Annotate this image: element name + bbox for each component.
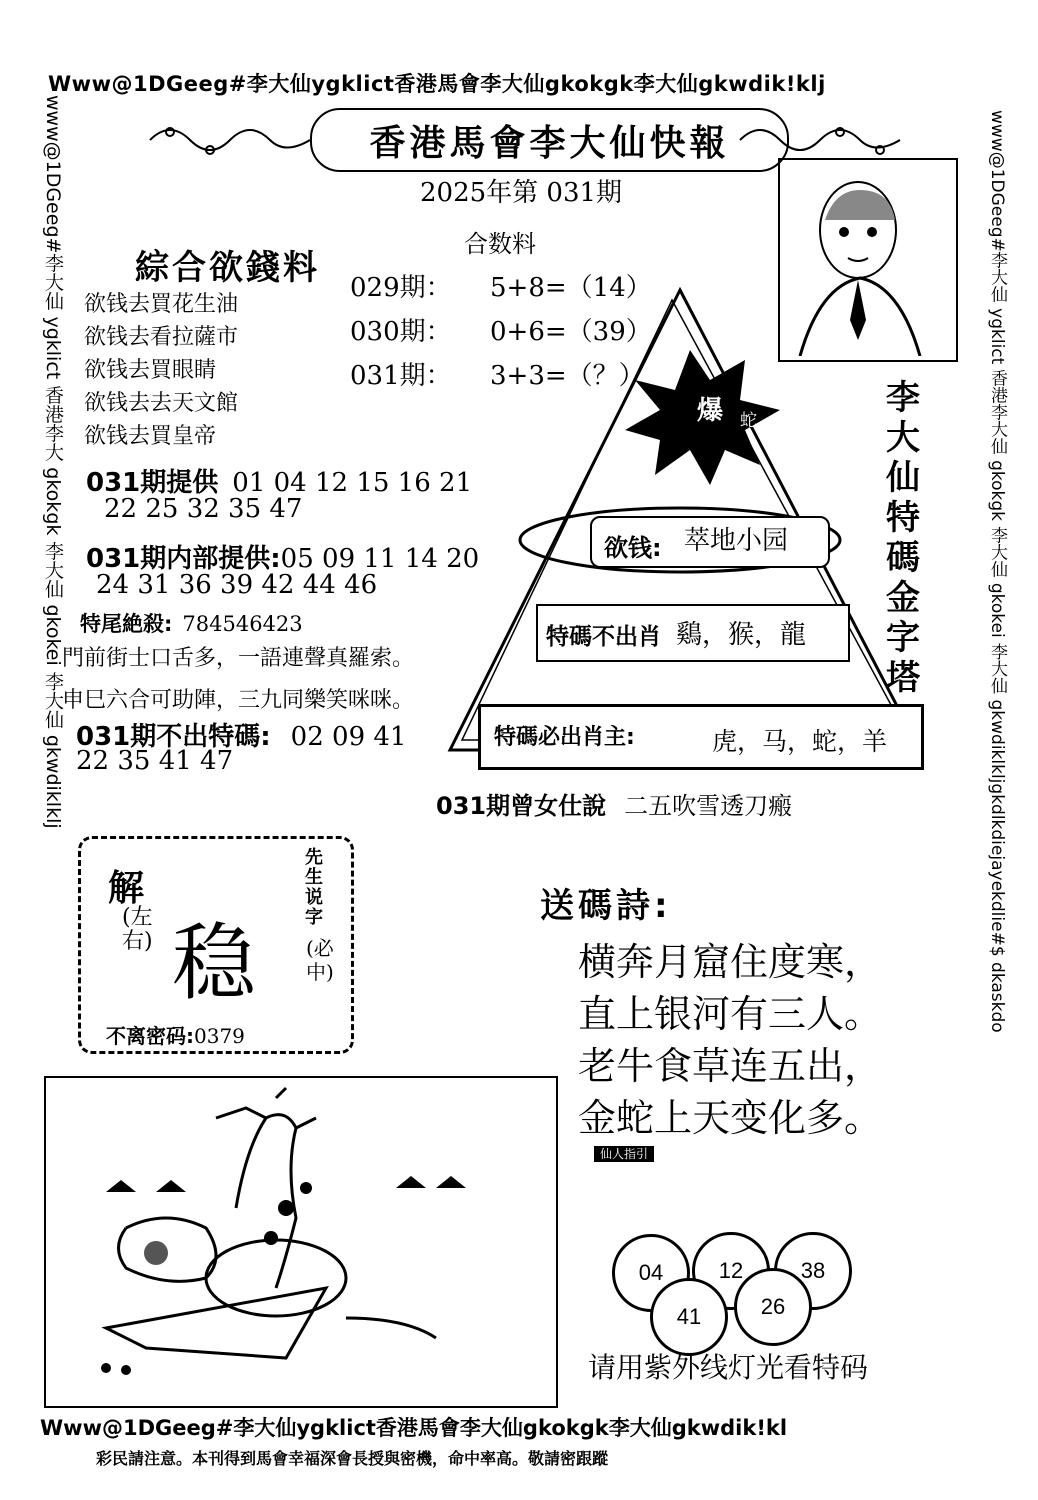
number-ball: 38 [774,1232,852,1310]
hescore-title: 合数料 [464,230,536,258]
internal-line2: 24 31 36 39 42 44 46 [96,570,378,600]
solve-right-sub: (必中) [306,936,334,984]
pyramid-desire-value: 萃地小园 [684,526,789,556]
illustration-frame [44,1076,558,1408]
song-line: 横奔月窟住度寒， [578,940,883,984]
list-item: 欲钱去去天文館 [84,391,239,416]
bird-illustration [46,1078,552,1402]
poem-line: 申巳六合可助陣，三九同樂笑咪咪。 [62,688,415,713]
song-title: 送碼詩: [540,886,672,926]
solve-sub: (左右) [122,905,153,954]
song-line: 直上银河有三人。 [578,992,883,1036]
hescore-row: 030期： 0+6=（39） [350,317,652,347]
hescore-row: 031期： 3+3=（？） [350,361,645,391]
song-poem [578,936,882,1144]
internal-line1: 031期内部提供:05 09 11 14 20 [86,544,480,574]
bottom-banner: Www@1DGeeg#李大仙ygklict香港馬會李大仙gkokgk李大仙gkwdik!kl [40,1416,788,1440]
provide-line2: 22 25 32 35 47 [104,494,303,524]
pyramid-side-title: 李大仙特碼金字塔 [886,378,920,698]
issue-number: 2025年第 031期 [420,178,623,208]
desire-title: 綜合欲錢料 [135,248,320,288]
pyramid-must-value: 虎，马，蛇，羊 [712,727,888,756]
top-banner: Www@1DGeeg#李大仙ygklict香港馬會李大仙gkokgk李大仙gkwdik!klj [48,72,826,96]
burst-small-text: 蛇 [740,411,757,431]
left-vertical-strip: www@1DGeeg#李大仙 ygklict 香港李大 gkokgk 李大仙 gkokei 李大仙 gkwdiklklj [42,95,64,829]
title-frame [310,108,789,172]
solve-big-char: 稳 [172,914,257,1012]
solve-label: 解 [108,868,145,909]
list-item: 欲钱去買皇帝 [84,424,217,449]
desire-list [84,288,238,453]
pyramid-must-label: 特碼必出肖主: [494,725,635,750]
hescore-row: 029期： 5+8=（14） [350,273,652,303]
page-title: 香港馬會李大仙快報 [369,122,730,164]
number-ball: 26 [734,1268,812,1346]
song-line: 金蛇上天变化多。 [578,1096,883,1140]
list-item: 欲钱去買花生油 [84,292,239,317]
poem-block [62,638,414,722]
number-ball: 04 [612,1234,690,1312]
song-line: 老牛食草连五出， [578,1044,883,1088]
number-ball: 41 [650,1278,728,1356]
right-vertical-strip: www@1DGeeg#李大仙 ygklict 香港李大仙 gkokgk 李大仙 gkokei 李大仙 gkwdiklkljgkdlkdiejayekdlie#$ dkaskdo [987,110,1007,1033]
pyramid-not-out-value: 鷄，猴，龍 [676,620,807,650]
not-out-line2: 22 35 41 47 [76,746,234,776]
pyramid-not-out-label: 特碼不出肖 [546,624,661,650]
solve-right-label: 先生说字 [305,847,323,928]
song-stamp: 仙人指引 [594,1146,654,1162]
solve-code: 不离密码:0379 [106,1024,245,1048]
poem-line: 門前街士口舌多，一語連聲真羅索。 [62,646,415,671]
burst-text: 爆 [697,396,724,426]
bottom-notice: 彩民請注意。本刊得到馬會幸福深會長授與密機，命中率高。敬請密跟蹤 [96,1449,609,1468]
uv-note: 请用紫外线灯光看特码 [588,1351,869,1384]
number-ball: 12 [692,1232,770,1310]
list-item: 欲钱去看拉薩市 [84,325,239,350]
tail-kill: 特尾絶殺: 784546423 [80,612,303,636]
provide-line1: 031期提供 01 04 12 15 16 21 [86,468,473,498]
pyramid-desire-label: 欲钱: [604,534,662,562]
woman-says: 031期曾女仕說 二五吹雪透刀瘢 [436,792,793,820]
list-item: 欲钱去買眼睛 [84,358,217,383]
not-out-line1: 031期不出特碼: 02 09 41 [76,722,407,752]
